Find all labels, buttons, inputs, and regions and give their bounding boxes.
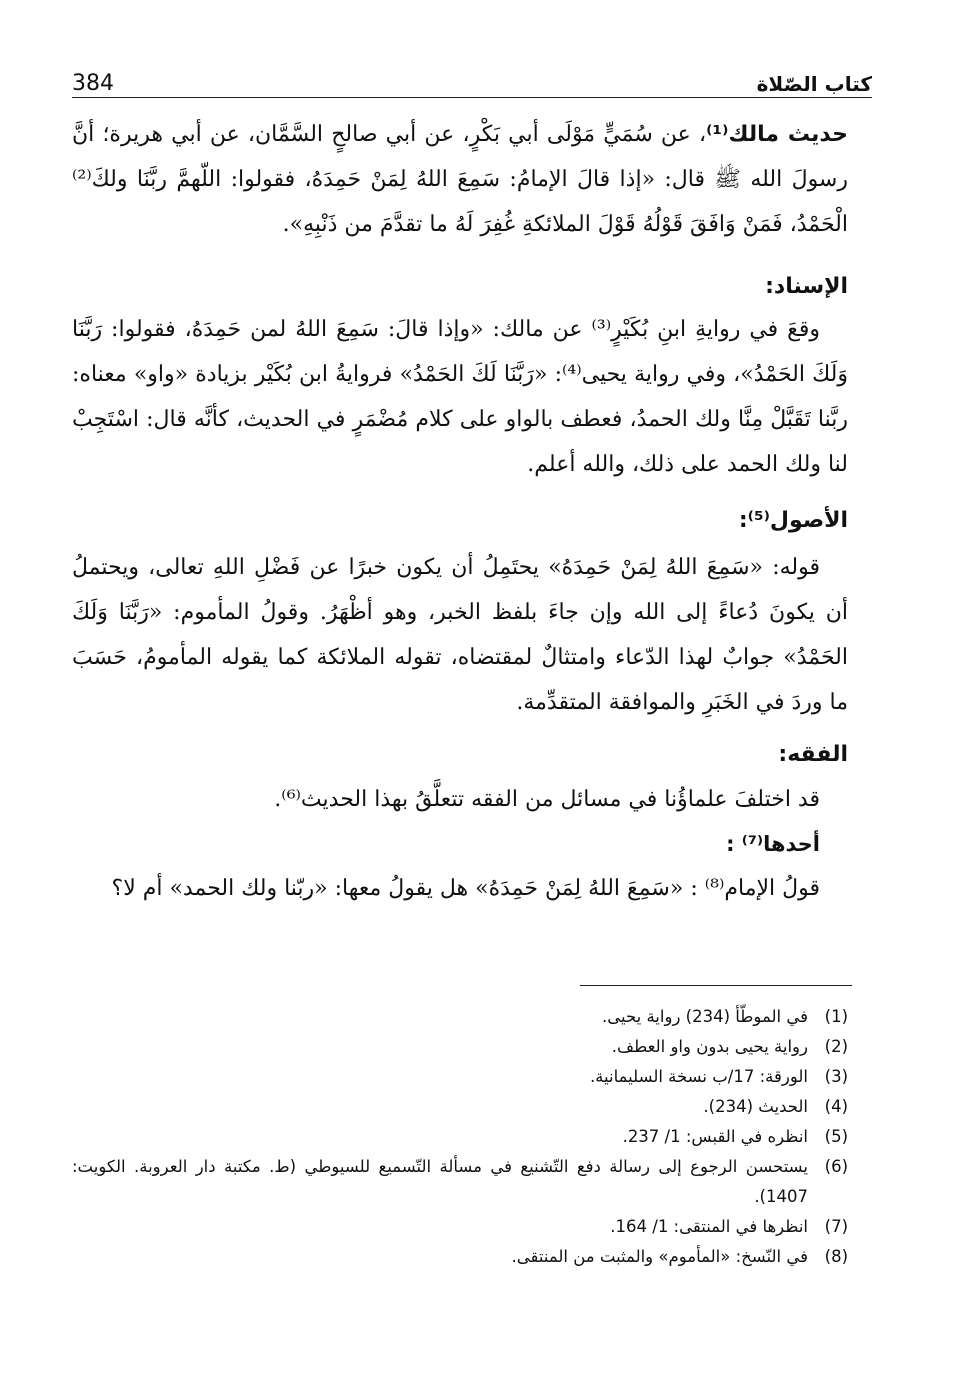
- isnad-paragraph: وقعَ في روايةِ ابنِ بُكَيْرٍ⁽³⁾ عن مالك: «وإذا قالَ: سَمِعَ اللهُ لمن حَمِدَهُ، فقولوا: رَبَّنَا وَلَكَ الحَمْدُ»، وفي رواية يحيى⁽⁴⁾: «رَبَّنَا لَكَ الحَمْدُ» فروايةُ ابن بُكَيْر بزيادة «واو» معناه: ربَّنا تَقَبَّلْ مِنَّا ولك الحمدُ، فعطف بالواو على كلام مُضْمَرٍ في الحديث، كأنَّه قال: اسْتَجِبْ لنا ولك الحمد على ذلك، والله أعلم.: [72, 317, 848, 477]
- footnote-text: رواية يحيى بدون واو العطف.: [611, 1037, 808, 1056]
- hadith-lead: حديث مالك⁽¹⁾: [706, 122, 848, 147]
- footnote: [72, 1242, 848, 1272]
- footnotes: [72, 1002, 848, 1272]
- heading-fiqh: الفقه:: [778, 742, 848, 767]
- footnote: [72, 1092, 848, 1122]
- footnote-text: الحديث (234).: [703, 1097, 808, 1116]
- footnote-number: (8): [824, 1247, 848, 1266]
- footnote-number: (4): [824, 1097, 848, 1116]
- footnote-text: في الموطّأ (234) رواية يحيى.: [601, 1007, 808, 1026]
- footnote-number: (3): [824, 1067, 848, 1086]
- page-number: 384: [72, 71, 114, 96]
- footnote: [72, 1062, 848, 1092]
- footnote-divider: [580, 985, 852, 986]
- page-header: [72, 56, 872, 96]
- footnote: [72, 1032, 848, 1062]
- footnote-text: الورقة: 17/ب نسخة السليمانية.: [589, 1067, 808, 1086]
- footnote: [72, 1002, 848, 1032]
- fiqh-intro: قد اختلفَ علماؤُنا في مسائل من الفقه تتعلَّقُ بهذا الحديث⁽⁶⁾.: [274, 787, 820, 812]
- footnote: [72, 1152, 848, 1212]
- footnote-text: انظرها في المنتقى: 1/ 164.: [610, 1217, 808, 1236]
- hadith-text: ، عن سُمَيٍّ مَوْلَى أبي بَكْرٍ، عن أبي صالحٍ السَّمَّان، عن أبي هريرة؛ أنَّ رسولَ الله ﷺ قال: «إذا قالَ الإمامُ: سَمِعَ اللهُ لِمَنْ حَمِدَهُ، فقولوا: اللّهمَّ ربَّنَا ولكَ⁽²⁾ الْحَمْدُ، فَمَنْ وَافَقَ قَوْلُهُ قَوْلَ الملائكةِ غُفِرَ لَهُ ما تقدَّمَ من ذَنْبِهِ».: [72, 122, 848, 237]
- footnote-text: يستحسن الرجوع إلى رسالة دفع التّشنيع في مسألة التّسميع للسيوطي (ط. مكتبة دار العروبة. الكويت: 1407).: [72, 1157, 808, 1206]
- heading-usul: الأصول⁽⁵⁾:: [738, 508, 848, 533]
- footnote-text: في النّسخ: «المأموم» والمثبت من المنتقى.: [511, 1247, 808, 1266]
- first-issue-paragraph: قولُ الإمام⁽⁸⁾ : «سَمِعَ اللهُ لِمَنْ حَمِدَهُ» هل يقولُ معها: «ربّنا ولك الحمد» أم لا؟: [111, 876, 820, 901]
- footnote-number: (5): [824, 1127, 848, 1146]
- footnote-text: انظره في القبس: 1/ 237.: [622, 1127, 808, 1146]
- main-text: [72, 112, 848, 911]
- footnote: [72, 1122, 848, 1152]
- footnote-number: (6): [824, 1157, 848, 1176]
- footnote-number: (1): [824, 1007, 848, 1026]
- header-divider: [72, 97, 872, 98]
- footnote-number: (7): [824, 1217, 848, 1236]
- footnote: [72, 1212, 848, 1242]
- heading-isnad: الإسناد:: [765, 274, 848, 299]
- footnote-number: (2): [824, 1037, 848, 1056]
- subheading-first: أحدها⁽⁷⁾ :: [726, 832, 820, 856]
- hadith-paragraph: [72, 112, 848, 247]
- running-title: كتاب الصّلاة: [756, 72, 872, 96]
- usul-paragraph: قوله: «سَمِعَ اللهُ لِمَنْ حَمِدَهُ» يحتَمِلُ أن يكون خبرًا عن فَضْلِ اللهِ تعالى، ويحتملُ أن يكونَ دُعاءً إلى الله وإن جاءَ بلفظ الخبر، وهو أظْهَرُ. وقولُ المأموم: «رَبَّنَا وَلَكَ الحَمْدُ» جوابٌ لهذا الدّعاء وامتثالٌ لمقتضاه، تقوله الملائكة كما يقوله المأمومُ، حَسَبَ ما وردَ في الخَبَرِ والموافقة المتقدِّمة.: [72, 555, 848, 715]
